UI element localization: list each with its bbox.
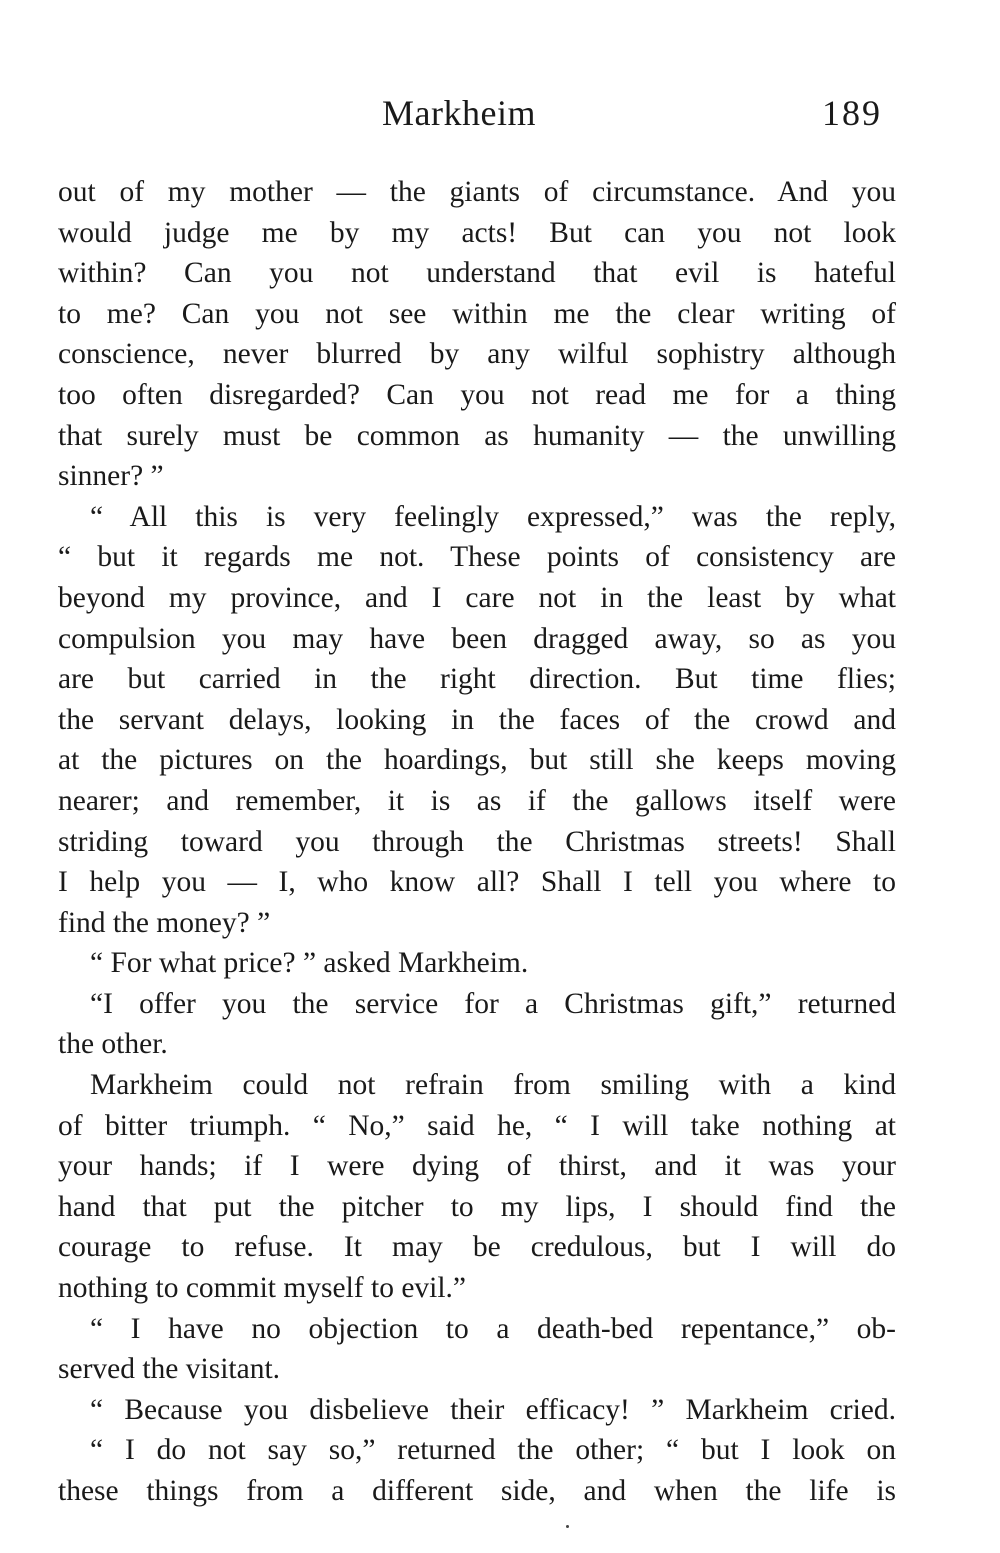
text-line: nearer; and remember, it is as if the gallows itself were [58, 784, 896, 817]
text-line: courage to refuse. It may be credulous, but I will do [58, 1231, 896, 1264]
text-line: hand that put the pitcher to my lips, I should find the [58, 1190, 896, 1223]
text-line: these things from a different side, and when the life is [58, 1475, 896, 1507]
text-line: “ Because you disbelieve their efficacy! ” Markheim cried. [90, 1393, 896, 1426]
text-line: would judge me by my acts! But can you not look [58, 216, 896, 249]
running-title: Markheim [382, 93, 536, 133]
text-line: “ I do not say so,” returned the other; “ but I look on [90, 1434, 896, 1467]
text-line: “ I have no objection to a death-bed repentance,” ob- [90, 1312, 896, 1345]
body-text [58, 172, 896, 1512]
text-line: beyond my province, and I care not in the least by what [58, 581, 896, 614]
text-line: Markheim could not refrain from smiling with a kind [90, 1069, 896, 1102]
text-line: at the pictures on the hoardings, but still she keeps moving [58, 744, 896, 777]
text-line: “I offer you the service for a Christmas gift,” returned [90, 987, 896, 1020]
text-line: conscience, never blurred by any wilful sophistry although [58, 338, 896, 371]
text-line: of bitter triumph. “ No,” said he, “ I will take nothing at [58, 1109, 896, 1142]
text-line: I help you — I, who know all? Shall I tell you where to [58, 866, 896, 899]
text-line: “ All this is very feelingly expressed,” was the reply, [90, 500, 896, 533]
page-header [0, 92, 1000, 142]
text-line: find the money? ” [58, 906, 271, 939]
text-line: served the visitant. [58, 1353, 281, 1386]
text-line: “ For what price? ” asked Markheim. [90, 947, 529, 980]
text-line: out of my mother — the giants of circumstance. And you [58, 176, 896, 208]
text-line: “ but it regards me not. These points of consistency are [58, 541, 896, 574]
text-line: nothing to commit myself to evil.” [58, 1272, 467, 1305]
text-line: to me? Can you not see within me the clear writing of [58, 297, 896, 330]
text-line: the servant delays, looking in the faces of the crowd and [58, 703, 896, 736]
text-line: are but carried in the right direction. But time flies; [58, 663, 896, 696]
text-line: compulsion you may have been dragged away, so as you [58, 622, 896, 655]
text-line: within? Can you not understand that evil is hateful [58, 257, 896, 290]
text-line: sinner? ” [58, 460, 164, 493]
page-number: 189 [822, 93, 882, 133]
print-speck [566, 1525, 569, 1528]
text-line: that surely must be common as humanity — the unwilling [58, 419, 896, 452]
text-line: the other. [58, 1028, 168, 1061]
text-line: too often disregarded? Can you not read me for a thing [58, 378, 896, 411]
text-line: striding toward you through the Christmas streets! Shall [58, 825, 896, 858]
text-line: your hands; if I were dying of thirst, and it was your [58, 1150, 896, 1183]
